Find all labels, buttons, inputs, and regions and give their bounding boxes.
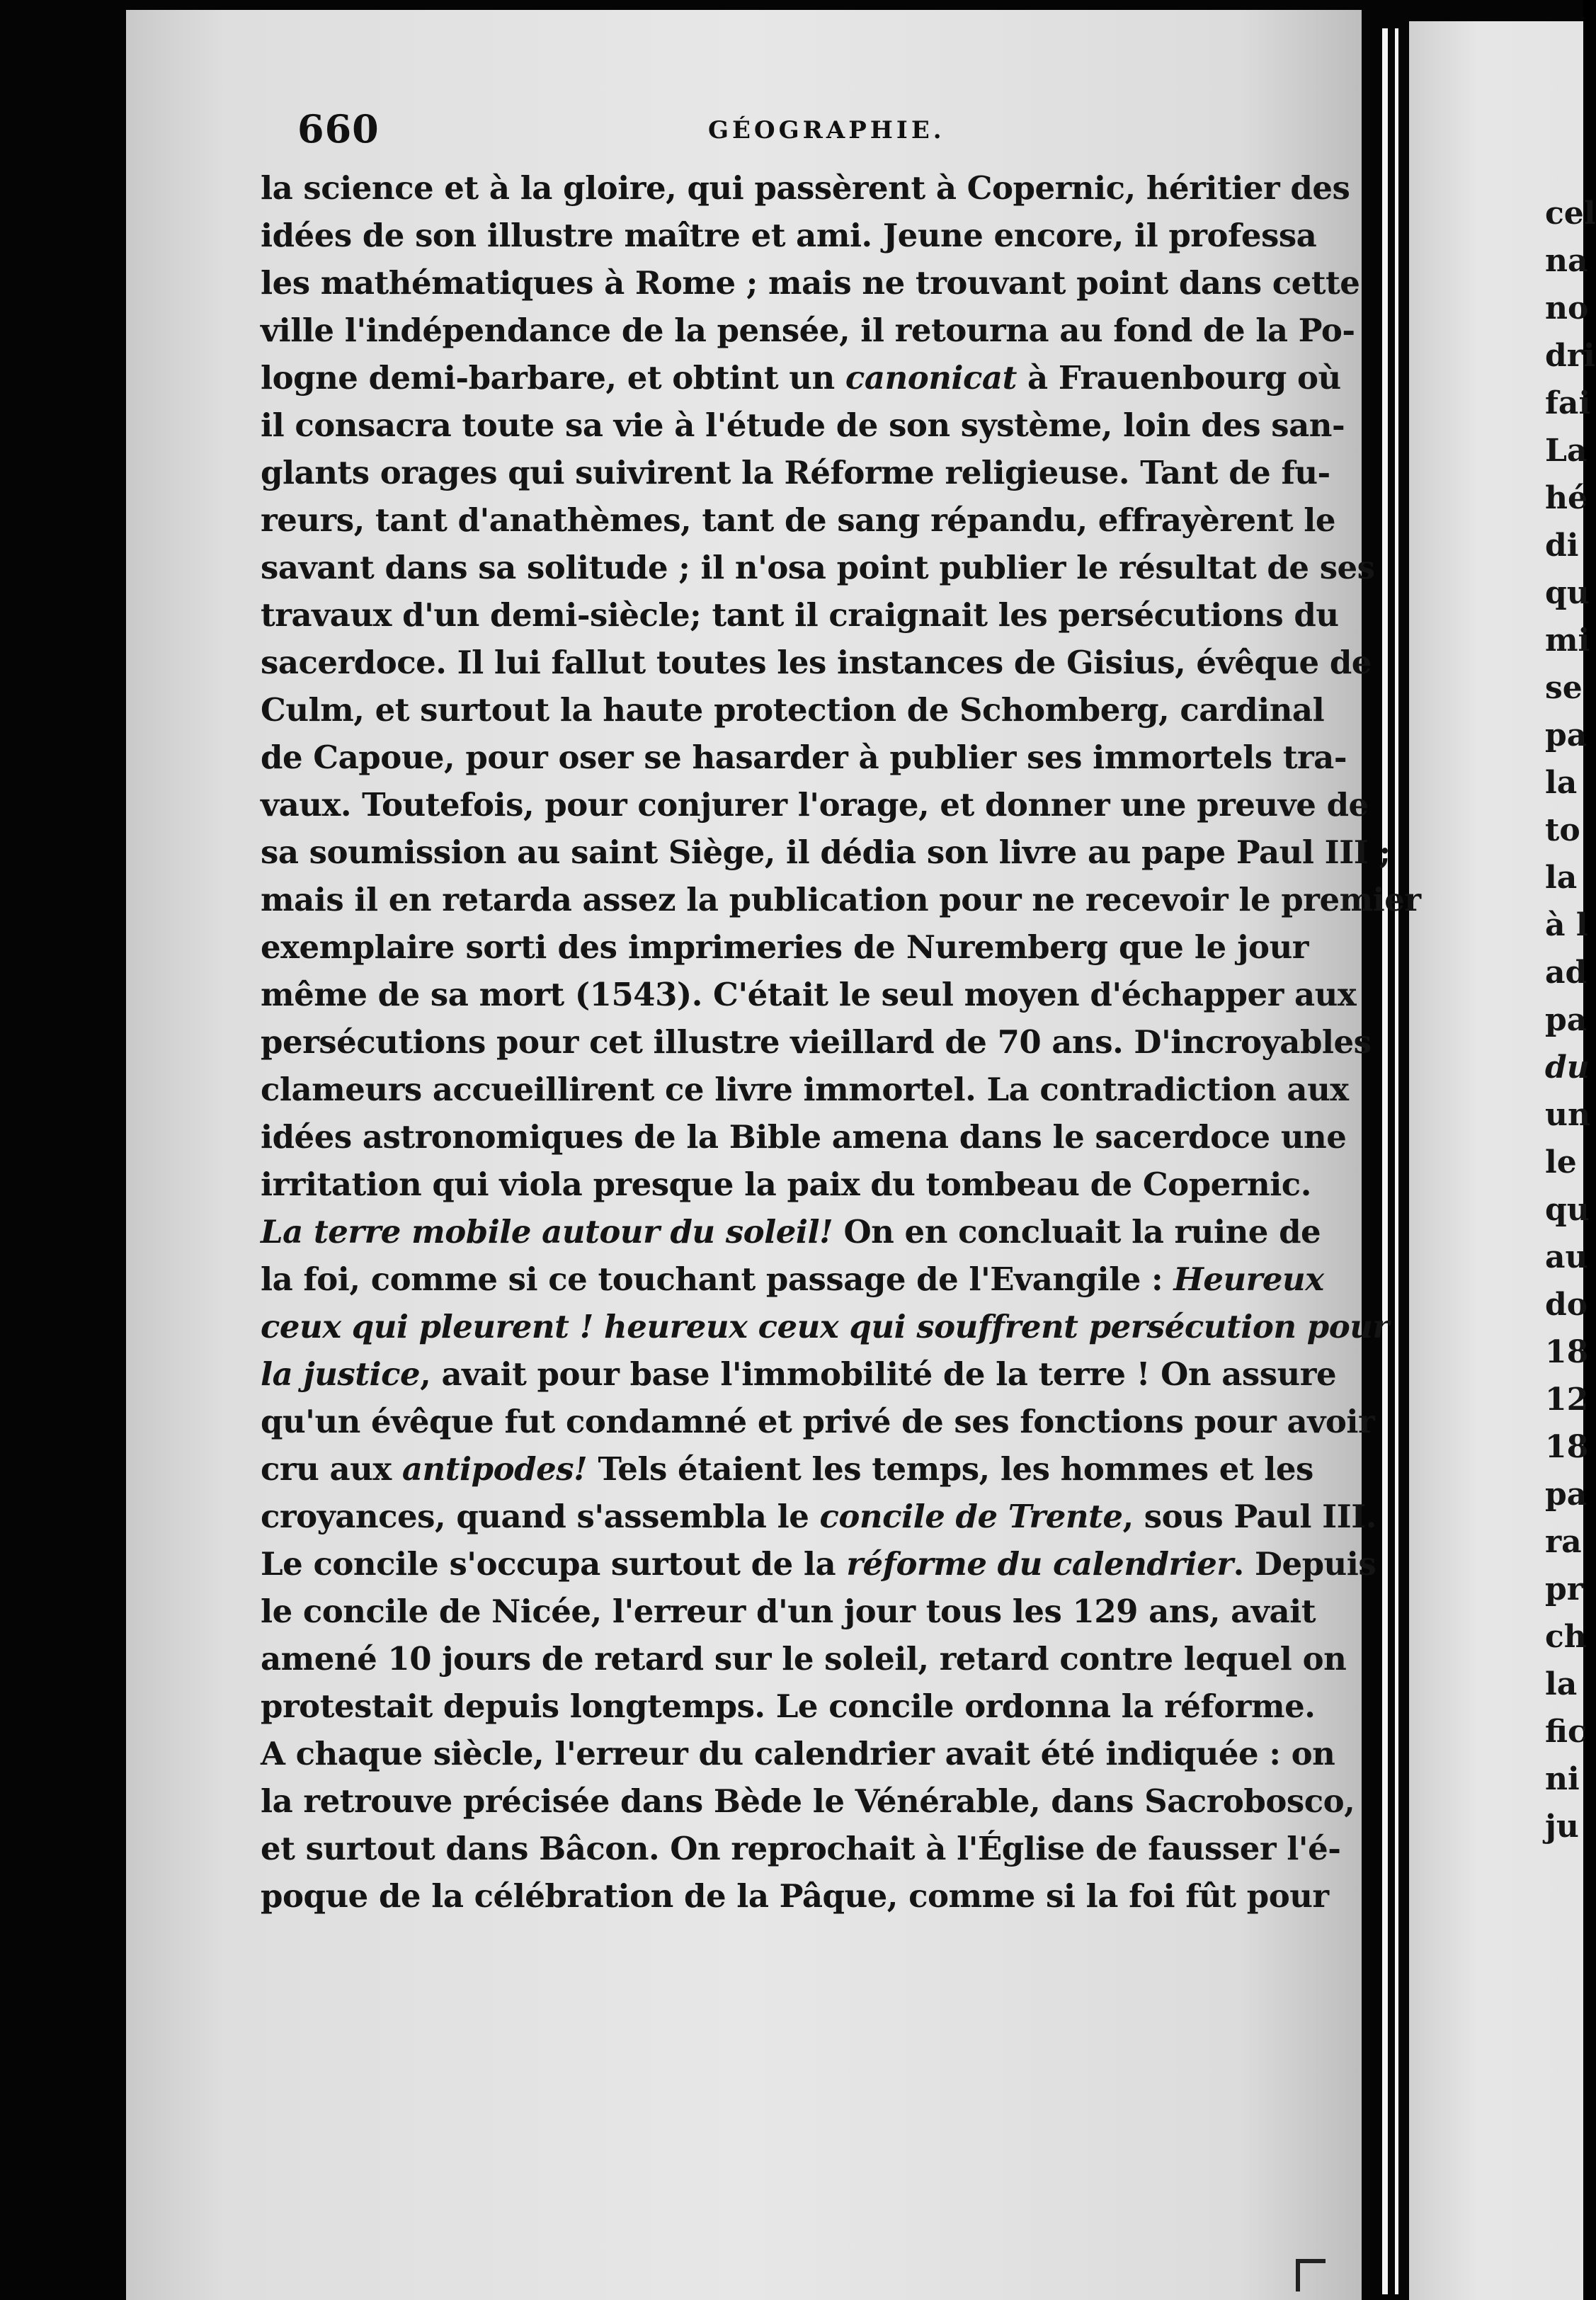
text-line <box>261 1161 1309 1208</box>
text-line <box>261 591 1339 639</box>
text-fragment: persécutions pour cet illustre vieillard de 70 ans. D'incroyables <box>261 1023 1372 1061</box>
right-page-fragment: mi <box>1545 622 1590 659</box>
right-page-fragment: no <box>1545 290 1589 326</box>
text-fragment: Culm, et surtout la haute protection de Schomberg, cardinal <box>261 691 1325 729</box>
right-page-fragment: pr <box>1545 1571 1583 1607</box>
right-page-fragment: qu <box>1545 575 1590 611</box>
text-fragment: . Depuis <box>1233 1545 1376 1583</box>
text-line <box>261 1777 1355 1825</box>
text-line <box>261 1445 1313 1493</box>
text-line <box>261 686 1325 734</box>
right-page-fragment: ch <box>1545 1619 1587 1655</box>
text-fragment: protestait depuis longtemps. Le concile ordonna la réforme. <box>261 1687 1316 1725</box>
running-head: GÉOGRAPHIE. <box>708 116 945 144</box>
text-line <box>261 734 1347 781</box>
text-fragment: Tels étaient les temps, les hommes et les <box>587 1450 1313 1488</box>
page-header <box>297 106 1324 156</box>
right-page-fragment: na <box>1545 243 1588 279</box>
text-fragment: et surtout dans Bâcon. On reprochait à l'Église de fausser l'é- <box>261 1830 1341 1867</box>
page-number: 660 <box>297 106 380 152</box>
italic-fragment: ceux qui pleurent ! heureux ceux qui souffrent persécution pour <box>261 1308 1389 1345</box>
text-line <box>261 1540 1376 1588</box>
right-page-fragment: ju <box>1545 1809 1579 1845</box>
text-fragment: clameurs accueillirent ce livre immortel. La contradiction aux <box>261 1071 1349 1108</box>
text-line <box>261 544 1375 591</box>
text-line <box>261 876 1421 923</box>
text-line <box>261 1730 1335 1777</box>
text-line <box>261 1113 1347 1161</box>
right-page-fragment: au <box>1545 1239 1588 1275</box>
right-page-fragment: 18 <box>1545 1334 1589 1370</box>
corner-mark <box>1296 2259 1326 2292</box>
text-fragment: il consacra toute sa vie à l'étude de son système, loin des san- <box>261 406 1345 444</box>
right-page-fragment: un <box>1545 1097 1590 1133</box>
italic-fragment: antipodes! <box>401 1450 588 1488</box>
text-line <box>261 1683 1316 1730</box>
text-fragment: le concile de Nicée, l'erreur d'un jour tous les 129 ans, avait <box>261 1593 1316 1630</box>
text-line <box>261 354 1341 402</box>
gutter-line <box>1382 28 1388 2294</box>
text-line <box>261 212 1317 259</box>
text-fragment: glants orages qui suivirent la Réforme religieuse. Tant de fu- <box>261 454 1330 491</box>
text-fragment: amené 10 jours de retard sur le soleil, retard contre lequel on <box>261 1640 1347 1678</box>
text-line <box>261 259 1360 307</box>
text-fragment: de Capoue, pour oser se hasarder à publier ses immortels tra- <box>261 739 1347 776</box>
text-fragment: la retrouve précisée dans Bède le Vénérable, dans Sacrobosco, <box>261 1782 1355 1820</box>
text-fragment: cru aux <box>261 1450 402 1488</box>
text-fragment: la foi, comme si ce touchant passage de l'Evangile : <box>261 1260 1174 1298</box>
right-page-fragment: le <box>1545 1144 1577 1180</box>
text-fragment: savant dans sa solitude ; il n'osa point publier le résultat de ses <box>261 549 1375 586</box>
text-fragment: sacerdoce. Il lui fallut toutes les instances de Gisius, évêque de <box>261 644 1372 681</box>
right-page-fragment: to <box>1545 812 1580 848</box>
text-fragment: Le concile s'occupa surtout de la <box>261 1545 847 1583</box>
right-page-fragment: 18 <box>1545 1429 1589 1465</box>
text-fragment: poque de la célébration de la Pâque, comme si la foi fût pour <box>261 1877 1329 1915</box>
text-line <box>261 829 1391 876</box>
italic-fragment: réforme du calendrier <box>846 1545 1233 1583</box>
right-page-fragment: pa <box>1545 717 1588 753</box>
text-fragment: à Frauenbourg où <box>1016 359 1341 397</box>
text-fragment: idées de son illustre maître et ami. Jeune encore, il professa <box>261 217 1317 254</box>
text-line <box>261 1872 1329 1920</box>
right-page-fragment: La <box>1545 433 1588 469</box>
right-page-fragment: ni <box>1545 1761 1580 1797</box>
italic-fragment: concile de Trente <box>819 1498 1123 1535</box>
italic-fragment: Heureux <box>1173 1260 1324 1298</box>
body-text <box>261 164 1421 1920</box>
italic-fragment: la justice <box>261 1355 421 1393</box>
right-page-fragment: cel <box>1545 195 1596 232</box>
text-line <box>261 781 1369 829</box>
right-page-fragment: pa <box>1545 1476 1588 1513</box>
text-line <box>261 1588 1316 1635</box>
text-fragment: les mathématiques à Rome ; mais ne trouvant point dans cette <box>261 264 1360 302</box>
text-fragment: , avait pour base l'immobilité de la terre ! On assure <box>420 1355 1337 1393</box>
right-page-fragment: 12 <box>1545 1382 1589 1418</box>
text-fragment: sa soumission au saint Siège, il dédia son livre au pape Paul III ; <box>261 833 1391 871</box>
text-line <box>261 1398 1375 1445</box>
right-page-fragment: do <box>1545 1287 1588 1323</box>
text-line <box>261 1825 1341 1872</box>
text-fragment: même de sa mort (1543). C'était le seul moyen d'échapper aux <box>261 976 1357 1013</box>
text-line <box>261 1256 1324 1303</box>
text-line <box>261 307 1355 354</box>
text-fragment: vaux. Toutefois, pour conjurer l'orage, et donner une preuve de <box>261 786 1369 824</box>
right-page-fragment: pa <box>1545 1002 1588 1038</box>
right-page-fragment: ad <box>1545 955 1588 991</box>
text-line <box>261 449 1330 496</box>
right-page-fragment: se <box>1545 670 1583 706</box>
text-fragment: la science et à la gloire, qui passèrent à Copernic, héritier des <box>261 169 1350 207</box>
right-page-fragment: dri <box>1545 338 1595 374</box>
italic-fragment: canonicat <box>845 359 1017 397</box>
text-fragment: On en concluait la ruine de <box>833 1213 1321 1251</box>
text-line <box>261 1303 1389 1350</box>
text-line <box>261 639 1372 686</box>
text-line <box>261 164 1350 212</box>
right-page-fragment: la <box>1545 860 1578 896</box>
text-line <box>261 1208 1321 1256</box>
right-page-fragment: la <box>1545 1666 1578 1702</box>
text-line <box>261 1635 1347 1683</box>
right-page-fragment: di <box>1545 528 1579 564</box>
text-line <box>261 923 1309 971</box>
right-page-fragment: du <box>1545 1049 1590 1086</box>
text-fragment: A chaque siècle, l'erreur du calendrier avait été indiquée : on <box>261 1735 1335 1772</box>
text-line <box>261 971 1357 1018</box>
text-fragment: irritation qui viola presque la paix du tombeau de Copernic. <box>261 1166 1311 1203</box>
text-line <box>261 496 1336 544</box>
text-fragment: exemplaire sorti des imprimeries de Nuremberg que le jour <box>261 928 1309 966</box>
right-page-fragment: qu <box>1545 1192 1590 1228</box>
right-page-text-fragments <box>1545 190 1596 1850</box>
text-fragment: idées astronomiques de la Bible amena dans le sacerdoce une <box>261 1118 1347 1156</box>
right-page-fragment: ra <box>1545 1524 1582 1560</box>
text-line <box>261 1493 1376 1540</box>
text-fragment: logne demi-barbare, et obtint un <box>261 359 845 397</box>
right-page-fragment: hé <box>1545 480 1588 516</box>
text-fragment: croyances, quand s'assembla le <box>261 1498 820 1535</box>
text-fragment: qu'un évêque fut condamné et privé de ses fonctions pour avoir <box>261 1403 1375 1440</box>
text-fragment: reurs, tant d'anathèmes, tant de sang répandu, effrayèrent le <box>261 501 1336 539</box>
text-fragment: , sous Paul III. <box>1122 1498 1376 1535</box>
right-page-fragment: fic <box>1545 1714 1587 1750</box>
text-fragment: mais il en retarda assez la publication pour ne recevoir le premier <box>261 881 1421 918</box>
text-fragment: travaux d'un demi-siècle; tant il craignait les persécutions du <box>261 596 1339 634</box>
right-page-fragment: à l <box>1545 907 1588 943</box>
gutter-line <box>1395 28 1398 2294</box>
text-line <box>261 1350 1337 1398</box>
text-line <box>261 1066 1349 1113</box>
text-line <box>261 1018 1372 1066</box>
italic-fragment: La terre mobile autour du soleil! <box>261 1213 833 1251</box>
right-page-fragment: fai <box>1545 385 1591 421</box>
text-line <box>261 402 1345 449</box>
right-page-fragment: la <box>1545 765 1578 801</box>
text-fragment: ville l'indépendance de la pensée, il retourna au fond de la Po- <box>261 312 1355 349</box>
